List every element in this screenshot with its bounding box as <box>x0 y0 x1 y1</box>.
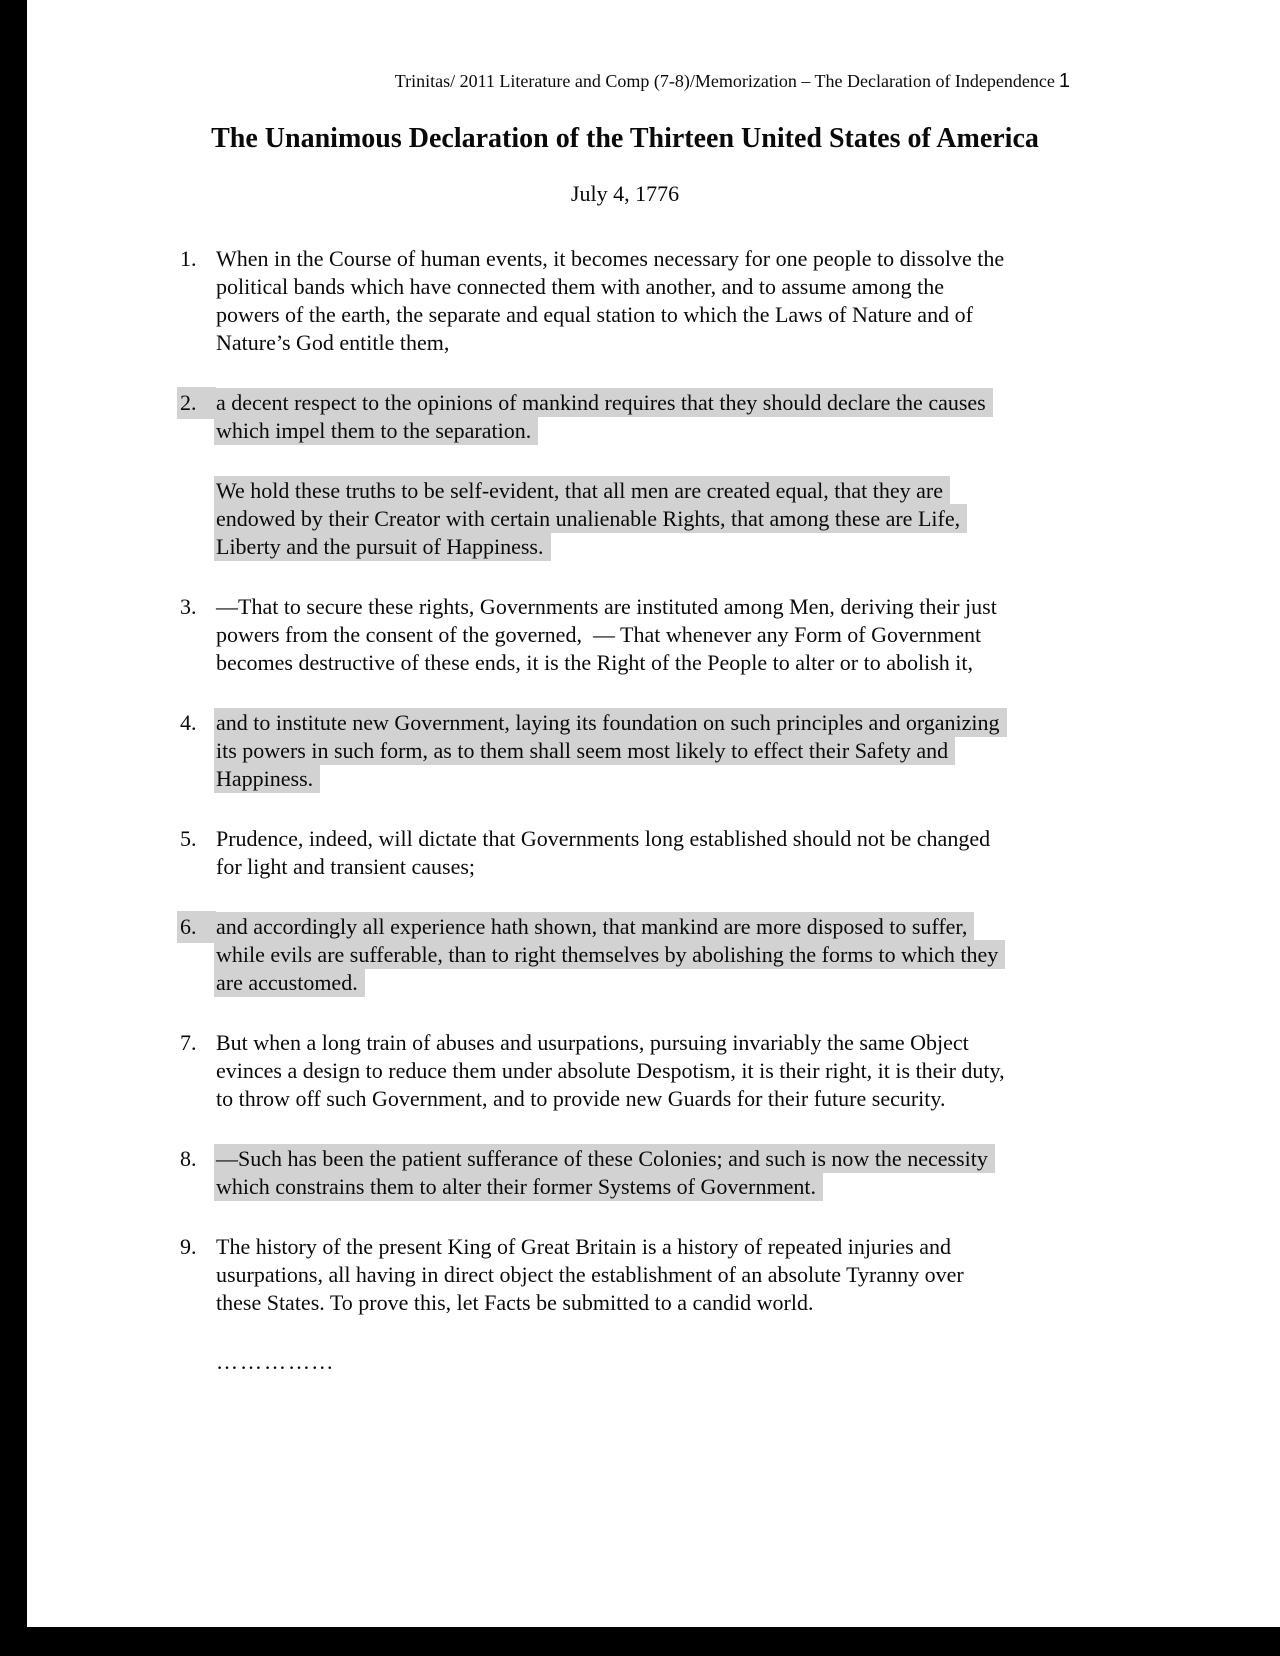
page-number: 1 <box>1058 70 1070 92</box>
document-page <box>180 0 1070 1375</box>
item-text <box>216 389 1070 445</box>
text-line <box>216 593 1070 621</box>
text-line <box>216 853 1070 881</box>
item-number-label: 5. <box>180 826 197 851</box>
item-number-label: 1. <box>180 246 197 271</box>
document-date-subtitle: July 4, 1776 <box>570 181 680 206</box>
body-text: powers from the consent of the governed, — That whenever any Form of Government <box>216 622 982 647</box>
body-text: —That to secure these rights, Governments are instituted among Men, deriving their just <box>216 594 997 619</box>
highlighted-text: Happiness. <box>214 764 320 793</box>
body-text: evinces a design to reduce them under absolute Despotism, it is their right, it is their duty, <box>216 1058 1005 1083</box>
item-text <box>216 1145 1070 1201</box>
text-line <box>216 1233 1070 1261</box>
text-line <box>216 301 1070 329</box>
list-item <box>180 389 1070 445</box>
header-course-line: Trinitas/ 2011 Literature and Comp (7-8)/Memorization – The Declaration of Independence <box>394 71 1055 91</box>
body-text: The history of the present King of Great Britain is a history of repeated injuries and <box>216 1234 951 1259</box>
text-line <box>216 621 1070 649</box>
item-number <box>180 389 216 445</box>
item-number-label: 3. <box>180 594 197 619</box>
text-line <box>216 1289 1070 1317</box>
item-number <box>180 1029 216 1113</box>
highlighted-text: which impel them to the separation. <box>214 416 538 445</box>
highlighted-text: endowed by their Creator with certain unalienable Rights, that among these are Life, <box>214 504 967 533</box>
item-number-label: 2. <box>177 387 216 419</box>
text-line <box>216 505 1070 533</box>
item-text <box>216 477 1070 561</box>
item-number <box>180 1145 216 1201</box>
highlighted-text: and to institute new Government, laying its foundation on such principles and organizing <box>214 708 1007 737</box>
item-text <box>216 825 1070 881</box>
item-text <box>216 709 1070 793</box>
item-number-label: 8. <box>180 1146 197 1171</box>
list-item <box>180 913 1070 997</box>
text-line <box>216 1029 1070 1057</box>
list-item <box>180 477 1070 561</box>
text-line <box>216 1261 1070 1289</box>
numbered-list <box>180 245 1070 1317</box>
item-number-label: 4. <box>180 710 197 735</box>
item-text <box>216 245 1070 357</box>
text-line <box>216 765 1070 793</box>
list-item <box>180 1029 1070 1113</box>
highlighted-text: and accordingly all experience hath shown, that mankind are more disposed to suffer, <box>214 912 974 941</box>
item-number <box>180 709 216 793</box>
scan-artifact-left-edge <box>0 0 27 1656</box>
body-text: But when a long train of abuses and usurpations, pursuing invariably the same Object <box>216 1030 969 1055</box>
scan-artifact-bottom-edge <box>0 1627 1280 1656</box>
body-text: political bands which have connected them with another, and to assume among the <box>216 274 944 299</box>
item-text <box>216 1233 1070 1317</box>
text-line <box>216 709 1070 737</box>
body-text: When in the Course of human events, it becomes necessary for one people to dissolve the <box>216 246 1005 271</box>
text-line <box>216 737 1070 765</box>
text-line <box>216 649 1070 677</box>
text-line <box>216 969 1070 997</box>
highlighted-text: Liberty and the pursuit of Happiness. <box>214 532 551 561</box>
text-line <box>216 825 1070 853</box>
list-item <box>180 709 1070 793</box>
item-number <box>180 245 216 357</box>
text-line <box>216 329 1070 357</box>
item-text <box>216 593 1070 677</box>
text-line <box>216 273 1070 301</box>
text-line <box>216 1085 1070 1113</box>
item-number <box>180 593 216 677</box>
highlighted-text: its powers in such form, as to them shall seem most likely to effect their Safety and <box>214 736 955 765</box>
text-line <box>216 417 1070 445</box>
text-line <box>216 1173 1070 1201</box>
body-text: these States. To prove this, let Facts be submitted to a candid world. <box>216 1290 814 1315</box>
highlighted-text: which constrains them to alter their former Systems of Government. <box>214 1172 823 1201</box>
text-line <box>216 389 1070 417</box>
highlighted-text: while evils are sufferable, than to right themselves by abolishing the forms to which they <box>214 940 1005 969</box>
item-text <box>216 913 1070 997</box>
item-number-label: 7. <box>180 1030 197 1055</box>
body-text: powers of the earth, the separate and equal station to which the Laws of Nature and of <box>216 302 973 327</box>
running-header <box>180 70 1070 93</box>
body-text: usurpations, all having in direct object the establishment of an absolute Tyranny over <box>216 1262 964 1287</box>
text-line <box>216 245 1070 273</box>
highlighted-text: —Such has been the patient sufferance of these Colonies; and such is now the necessity <box>214 1144 995 1173</box>
list-item <box>180 1233 1070 1317</box>
list-item <box>180 593 1070 677</box>
list-item <box>180 245 1070 357</box>
item-number-label: 9. <box>180 1234 197 1259</box>
highlighted-text: are accustomed. <box>214 968 365 997</box>
item-number <box>180 477 216 561</box>
text-line <box>216 533 1070 561</box>
item-number-label: 6. <box>177 911 216 943</box>
body-text: for light and transient causes; <box>216 854 476 879</box>
body-text: to throw off such Government, and to provide new Guards for their future security. <box>216 1086 946 1111</box>
text-line <box>216 1057 1070 1085</box>
body-text: Prudence, indeed, will dictate that Governments long established should not be changed <box>216 826 991 851</box>
text-line <box>216 477 1070 505</box>
highlighted-text: We hold these truths to be self-evident, that all men are created equal, that they are <box>214 476 950 505</box>
item-number <box>180 913 216 997</box>
body-text: Nature’s God entitle them, <box>216 330 450 355</box>
item-number-label <box>177 494 180 498</box>
document-title: The Unanimous Declaration of the Thirteen United States of America <box>211 123 1039 154</box>
text-line <box>216 913 1070 941</box>
highlighted-text: a decent respect to the opinions of mankind requires that they should declare the causes <box>214 388 993 417</box>
text-line <box>216 941 1070 969</box>
text-line <box>216 1145 1070 1173</box>
body-text: becomes destructive of these ends, it is the Right of the People to alter or to abolish it, <box>216 650 974 675</box>
list-item <box>180 825 1070 881</box>
list-item <box>180 1145 1070 1201</box>
item-number <box>180 825 216 881</box>
item-number <box>180 1233 216 1317</box>
item-text <box>216 1029 1070 1113</box>
ellipsis-continuation: …………... <box>216 1349 335 1374</box>
